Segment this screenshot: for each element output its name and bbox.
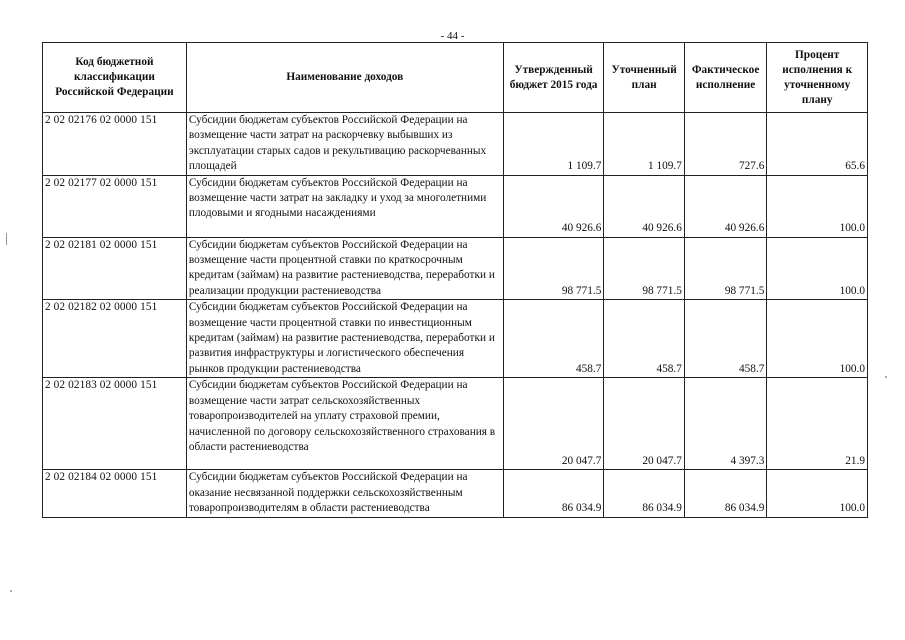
header-percent: Процент исполнения к уточненному плану bbox=[767, 43, 868, 113]
table-row bbox=[43, 470, 868, 517]
table-row bbox=[43, 378, 868, 470]
row-actual: 86 034.9 bbox=[684, 470, 767, 517]
row-approved: 458.7 bbox=[503, 300, 604, 378]
row-percent: 21.9 bbox=[767, 378, 868, 470]
row-percent: 100.0 bbox=[767, 300, 868, 378]
header-actual: Фактическое исполнение bbox=[684, 43, 767, 113]
row-name: Субсидии бюджетам субъектов Российской Федерации на оказание несвязанной поддержки сельскохозяйственным товаропроизводителям в области растениеводства bbox=[186, 470, 503, 517]
row-revised: 40 926.6 bbox=[604, 175, 684, 237]
header-approved: Утвержденный бюджет 2015 года bbox=[503, 43, 604, 113]
table-header-row bbox=[43, 43, 868, 113]
row-code: 2 02 02182 02 0000 151 bbox=[43, 300, 187, 378]
scan-margin-mark bbox=[6, 233, 7, 245]
row-percent: 100.0 bbox=[767, 175, 868, 237]
row-name: Субсидии бюджетам субъектов Российской Федерации на возмещение части процентной ставки по инвестиционным кредитам (займам) на развитие растениеводства, переработки и развития инфраструктуры и логистического обеспечения рынков продукции растениеводства bbox=[186, 300, 503, 378]
row-revised: 458.7 bbox=[604, 300, 684, 378]
income-table bbox=[42, 42, 868, 518]
row-code: 2 02 02176 02 0000 151 bbox=[43, 113, 187, 176]
row-revised: 1 109.7 bbox=[604, 113, 684, 176]
row-actual: 4 397.3 bbox=[684, 378, 767, 470]
row-approved: 20 047.7 bbox=[503, 378, 604, 470]
row-code: 2 02 02183 02 0000 151 bbox=[43, 378, 187, 470]
header-revised: Уточненный план bbox=[604, 43, 684, 113]
table-row bbox=[43, 237, 868, 300]
row-actual: 458.7 bbox=[684, 300, 767, 378]
row-actual: 98 771.5 bbox=[684, 237, 767, 300]
page-number: - 44 - bbox=[440, 30, 465, 42]
row-percent: 100.0 bbox=[767, 470, 868, 517]
header-code: Код бюджетной классификации Российской Федерации bbox=[43, 43, 187, 113]
row-revised: 98 771.5 bbox=[604, 237, 684, 300]
row-actual: 727.6 bbox=[684, 113, 767, 176]
row-approved: 98 771.5 bbox=[503, 237, 604, 300]
row-approved: 86 034.9 bbox=[503, 470, 604, 517]
row-code: 2 02 02177 02 0000 151 bbox=[43, 175, 187, 237]
row-code: 2 02 02184 02 0000 151 bbox=[43, 470, 187, 517]
table-row bbox=[43, 113, 868, 176]
row-name: Субсидии бюджетам субъектов Российской Федерации на возмещение части затрат на закладку и уход за многолетними плодовыми и ягодными насаждениями bbox=[186, 175, 503, 237]
row-revised: 20 047.7 bbox=[604, 378, 684, 470]
row-name: Субсидии бюджетам субъектов Российской Федерации на возмещение части процентной ставки по краткосрочным кредитам (займам) на развитие растениеводства, переработки и реализации продукции растениеводства bbox=[186, 237, 503, 300]
row-percent: 65.6 bbox=[767, 113, 868, 176]
row-approved: 40 926.6 bbox=[503, 175, 604, 237]
row-name: Субсидии бюджетам субъектов Российской Федерации на возмещение части затрат сельскохозяйственных товаропроизводителей на уплату страховой премии, начисленной по договору сельскохозяйственного страхования в области растениеводства bbox=[186, 378, 503, 470]
row-code: 2 02 02181 02 0000 151 bbox=[43, 237, 187, 300]
row-percent: 100.0 bbox=[767, 237, 868, 300]
row-revised: 86 034.9 bbox=[604, 470, 684, 517]
row-actual: 40 926.6 bbox=[684, 175, 767, 237]
table-row bbox=[43, 175, 868, 237]
table-row bbox=[43, 300, 868, 378]
scan-dust-dot bbox=[885, 376, 887, 378]
row-name: Субсидии бюджетам субъектов Российской Федерации на возмещение части затрат на раскорчевку выбывших из эксплуатации старых садов и рекультивацию раскорчеванных площадей bbox=[186, 113, 503, 176]
scan-dust-dot bbox=[10, 590, 12, 592]
header-name: Наименование доходов bbox=[186, 43, 503, 113]
row-approved: 1 109.7 bbox=[503, 113, 604, 176]
